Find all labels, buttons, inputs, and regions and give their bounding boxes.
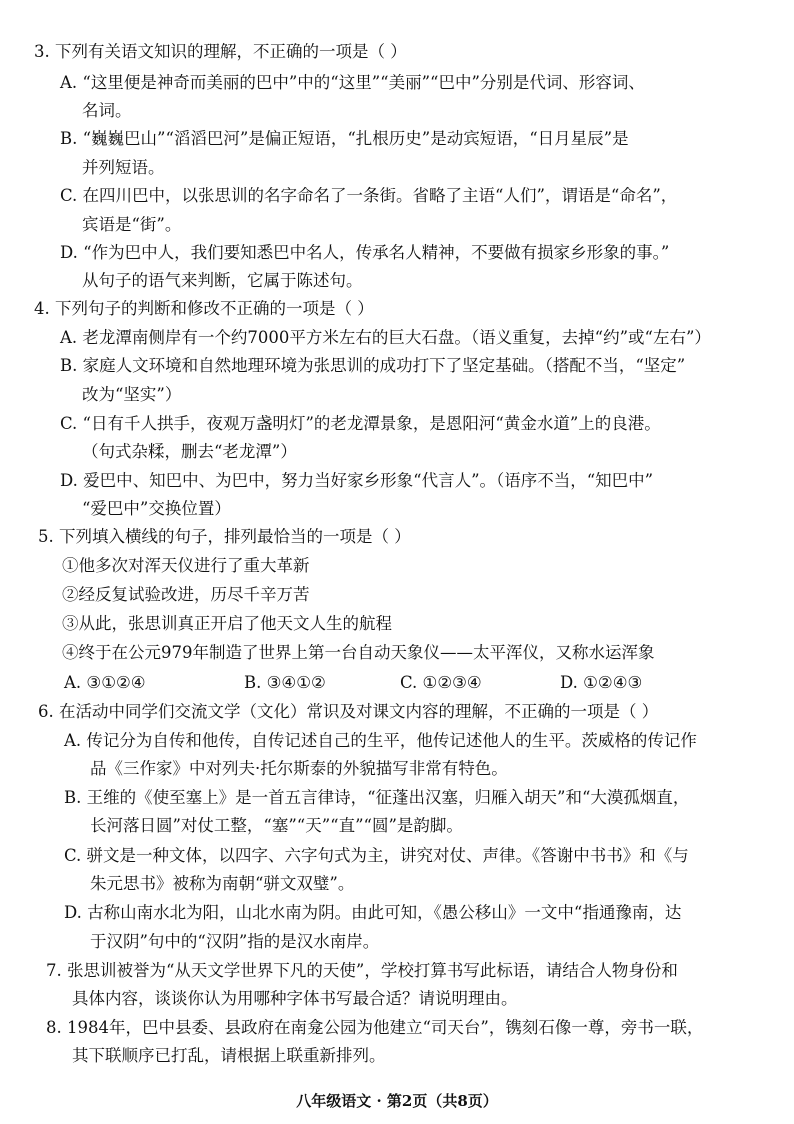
question-6-option-b: B. 王维的《使至塞上》是一首五言律诗，“征蓬出汉塞，归雁入胡天”和“大漠孤烟直， [64,788,690,807]
question-6-option-d: D. 古称山南水北为阳，山北水南为阴。由此可知，《愚公移山》一文中“指通豫南，达 [64,903,682,922]
question-4-stem: 4. 下列句子的判断和修改不正确的一项是（ ） [34,299,374,318]
question-4-option-b: B. 家庭人文环境和自然地理环境为张思训的成功打下了坚定基础。（搭配不当，“坚定” [60,356,686,375]
question-5-option-b: B. ③④①② [244,673,326,692]
question-5-option-a: A. ③①②④ [64,673,146,692]
question-5-stem: 5. 下列填入横线的句子，排列最恰当的一项是（ ） [38,527,411,546]
question-3-option-d: D. “作为巴中人，我们要知悉巴中名人，传承名人精神，不要做有损家乡形象的事。” [60,243,670,262]
question-3-option-c: C. 在四川巴中，以张思训的名字命名了一条街。省略了主语“人们”，谓语是“命名”， [60,186,678,205]
question-4-option-d-cont: “爱巴中”交换位置） [82,499,231,518]
question-4-option-c: C. “日有千人拱手，夜观万盏明灯”的老龙潭景象，是恩阳河“黄金水道”上的良港。 [60,414,661,433]
question-3-option-b-cont: 并列短语。 [82,158,165,177]
question-4-option-c-cont: （句式杂糅，删去“老龙潭”） [82,442,297,461]
question-5-option-c: C. ①②③④ [400,673,482,692]
question-7-stem-cont: 具体内容，谈谈你认为用哪种字体书写最合适？请说明理由。 [72,989,518,1008]
question-3-option-a-cont: 名词。 [82,101,132,120]
question-5-sentence-2: ②经反复试验改进，历尽千辛万苦 [62,585,310,604]
question-4-option-d: D. 爱巴中、知巴中、为巴中，努力当好家乡形象“代言人”。（语序不当，“知巴中” [60,471,654,490]
question-6-option-b-cont: 长河落日圆”对仗工整，“塞”“天”“直”“圆”是韵脚。 [90,816,463,835]
question-3-option-c-cont: 宾语是“街”。 [82,215,182,234]
question-5-sentence-1: ①他多次对浑天仪进行了重大革新 [62,556,310,575]
question-4-option-b-cont: 改为“坚实”） [82,385,182,404]
question-8-stem: 8. 1984年，巴中县委、县政府在南龛公园为他建立“司天台”，镌刻石像一尊，旁书一联， [46,1018,704,1037]
question-6-option-c: C. 骈文是一种文体，以四字、六字句式为主，讲究对仗、声律。《答谢中书书》和《与 [64,846,689,865]
question-5-option-d: D. ①②④③ [560,673,643,692]
question-3-stem: 3. 下列有关语文知识的理解，不正确的一项是（ ） [34,42,407,61]
question-6-stem: 6. 在活动中同学们交流文学（文化）常识及对课文内容的理解，不正确的一项是（ ） [38,702,659,721]
question-6-option-d-cont: 于汉阴”句中的“汉阴”指的是汉水南岸。 [90,932,380,951]
question-4-option-a: A. 老龙潭南侧岸有一个约7000平方米左右的巨大石盘。（语义重复，去掉“约”或“左右”） [60,328,711,347]
page-footer: 八年级语文 · 第2页（共8页） [296,1092,498,1110]
question-5-sentence-4: ④终于在公元979年制造了世界上第一台自动天象仪——太平浑仪，又称水运浑象 [62,643,655,662]
question-3-option-b: B. “巍巍巴山”“滔滔巴河”是偏正短语，“扎根历史”是动宾短语，“日月星辰”是 [60,129,629,148]
question-3-option-d-cont: 从句子的语气来判断，它属于陈述句。 [82,271,363,290]
question-7-stem: 7. 张思训被誉为“从天文学世界下凡的天使”，学校打算书写此标语，请结合人物身份和 [46,961,678,980]
question-5-sentence-3: ③从此，张思训真正开启了他天文人生的航程 [62,614,392,633]
question-6-option-a: A. 传记分为自传和他传，自传记述自己的生平，他传记述他人的生平。茨威格的传记作 [64,731,697,750]
question-6-option-c-cont: 朱元思书》被称为南朝“骈文双璧”。 [90,874,355,893]
question-3-option-a: A. “这里便是神奇而美丽的巴中”中的“这里”“美丽”“巴中”分别是代词、形容词、 [60,73,645,92]
question-6-option-a-cont: 品《三作家》中对列夫·托尔斯泰的外貌描写非常有特色。 [90,759,508,778]
question-8-stem-cont: 其下联顺序已打乱，请根据上联重新排列。 [72,1046,386,1065]
